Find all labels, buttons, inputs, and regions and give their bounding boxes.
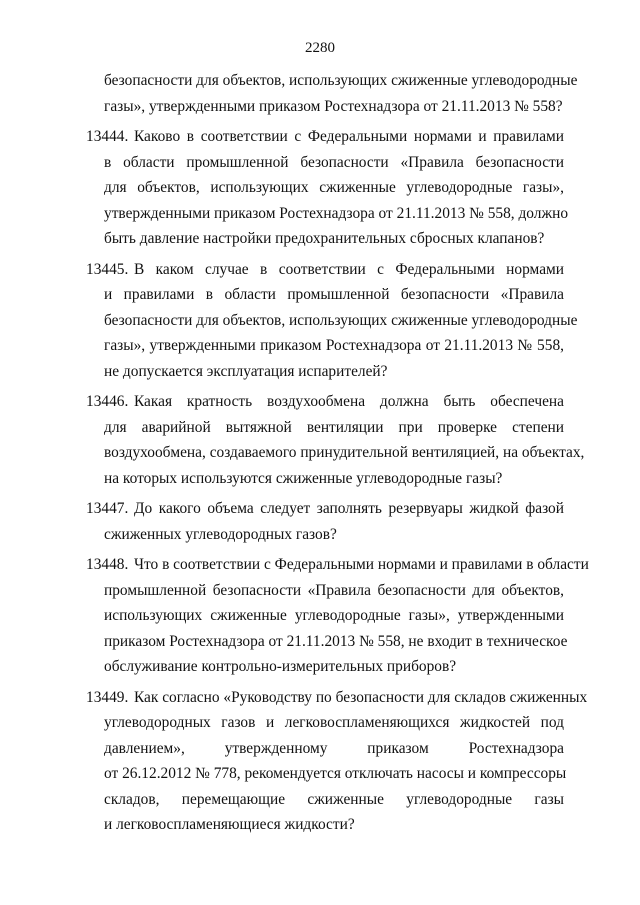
question-text: В каком случае в соответствии с Федеральными нормами [134,260,564,278]
question-text-line: для аварийной вытяжной вентиляции при проверке степени [104,418,564,436]
question-first-line [86,257,564,283]
question-text-line: не допускается эксплуатация испарителей? [104,362,388,380]
question-text-line: и правилами в области промышленной безопасности «Правила [104,286,564,303]
question-text: Каково в соответствии с Федеральными нормами и правилами [134,128,564,145]
question-text-line: быть давление настройки предохранительных сбросных клапанов? [104,230,545,247]
question-number: 13444. [86,128,129,145]
continuation-line: газы», утвержденными приказом Ростехнадзора от 21.11.2013 № 558? [104,97,563,115]
question-text: Как согласно «Руководству по безопасности для складов сжиженных [134,688,588,706]
question-block [0,124,640,252]
question-block [0,496,640,547]
question-text-line: углеводородных газов и легковоспламеняющихся жидкостей под [104,714,564,731]
question-block [0,552,640,680]
question-first-line [86,496,564,522]
question-text: Что в соответствии с Федеральными нормами и правилами в области [134,556,589,573]
question-first-line [86,124,564,150]
question-text-line: давлением», утвержденному приказом Ростехнадзора [104,739,564,757]
question-text-line: для объектов, использующих сжиженные углеводородные газы», [104,179,564,196]
question-text-line: на которых используются сжиженные углеводородные газы? [104,469,503,487]
question-text-line: безопасности для объектов, использующих сжиженные углеводородные [104,311,578,329]
question-number: 13447. [86,500,129,517]
question-text-line: складов, перемещающие сжиженные углеводородные газы [104,790,564,808]
question-block [0,685,640,838]
question-block [0,389,640,491]
question-first-line [86,389,564,415]
question-text-line: и легковоспламеняющиеся жидкости? [104,816,355,833]
question-text-line: воздухообмена, создаваемого принудительной вентиляцией, на объектах, [104,444,585,461]
page-number: 2280 [305,40,335,56]
continuation-line: безопасности для объектов, использующих сжиженные углеводородные [104,72,578,89]
question-text: Какая кратность воздухообмена должна быть обеспечена [134,393,564,410]
question-number: 13449. [86,688,129,706]
question-text-line: обслуживание контрольно-измерительных приборов? [104,658,457,675]
question-number: 13445. [86,260,129,278]
document-body [0,68,640,838]
question-text: До какого объема следует заполнять резервуары жидкой фазой [134,500,564,517]
question-text-line: в области промышленной безопасности «Правила безопасности [104,153,564,171]
question-number: 13446. [86,393,129,410]
question-text-line: сжиженных углеводородных газов? [104,525,337,543]
question-number: 13448. [86,556,129,573]
question-text-line: от 26.12.2012 № 778, рекомендуется отключать насосы и компрессоры [104,765,567,782]
question-text-line: утвержденными приказом Ростехнадзора от 21.11.2013 № 558, должно [104,204,569,222]
question-text-line: промышленной безопасности «Правила безопасности для объектов, [104,581,564,599]
question-first-line [86,552,589,578]
question-text-line: газы», утвержденными приказом Ростехнадзора от 21.11.2013 № 558, [104,337,564,354]
question-text-line: приказом Ростехнадзора от 21.11.2013 № 558, не входит в техническое [104,632,568,650]
question-block [0,257,640,385]
question-first-line [86,685,588,711]
question-text-line: использующих сжиженные углеводородные газы», утвержденными [104,607,564,624]
